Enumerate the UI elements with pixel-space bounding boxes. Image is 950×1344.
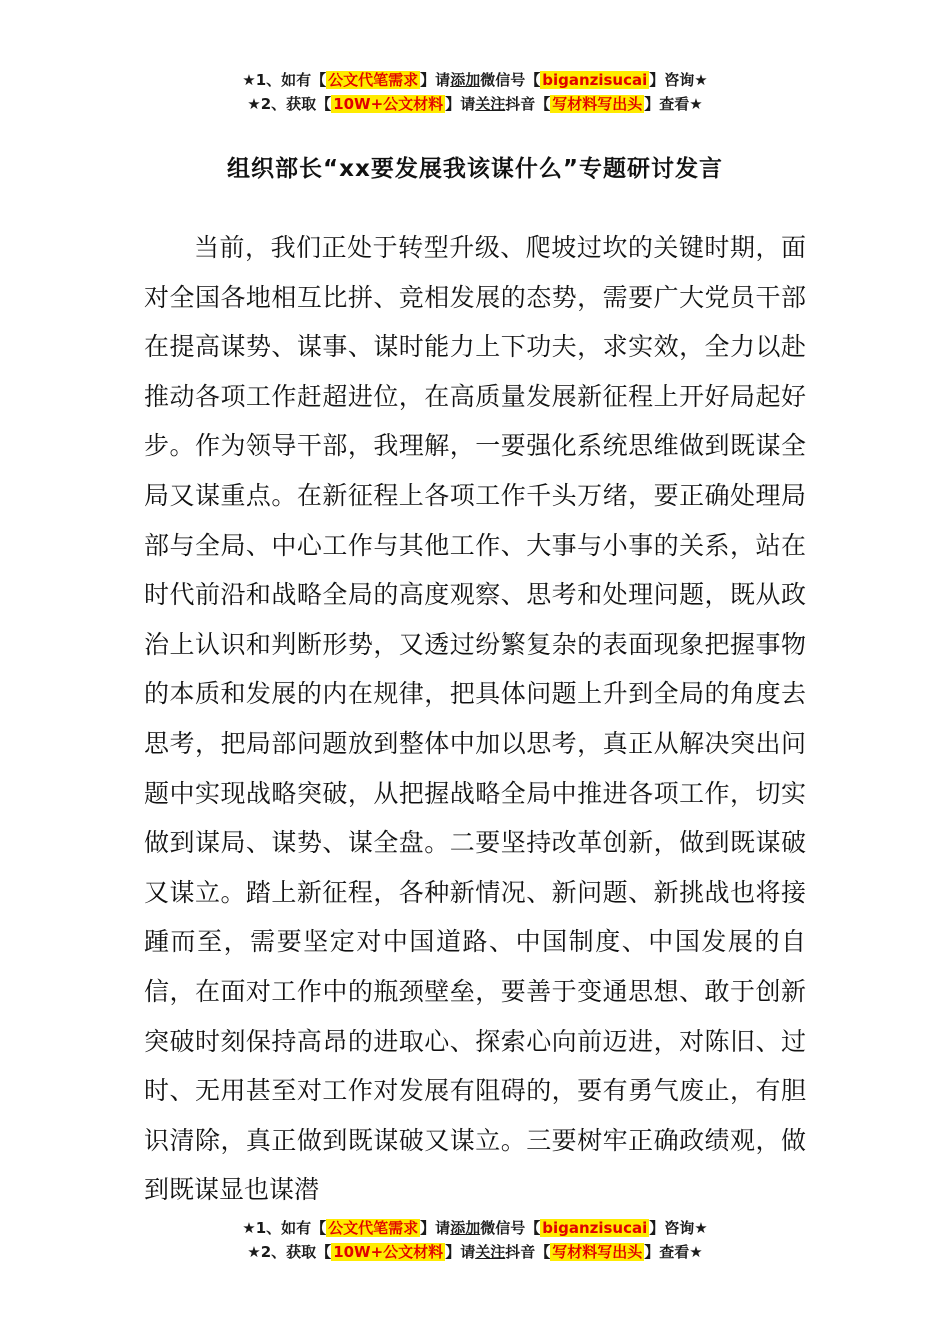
promo-text: 抖音【	[505, 95, 551, 113]
body-paragraph: 当前，我们正处于转型升级、爬坡过坎的关键时期，面对全国各地相互比拼、竞相发展的态势，需要广大党员干部在提高谋势、谋事、谋时能力上下功夫，求实效，全力以赴推动各项工作赶超进位，在高质量发展新征程上开好局起好步。作为领导干部，我理解，一要强化系统思维做到既谋全局又谋重点。在新征程上各项工作千头万绪，要正确处理局部与全局、中心工作与其他工作、大事与小事的关系，站在时代前沿和战略全局的高度观察、思考和处理问题，既从政治上认识和判断形势，又透过纷繁复杂的表面现象把握事物的本质和发展的内在规律，把具体问题上升到全局的角度去思考，把局部问题放到整体中加以思考，真正从解决突出问题中实现战略突破，从把握战略全局中推进各项工作，切实做到谋局、谋势、谋全盘。二要坚持改革创新，做到既谋破又谋立。踏上新征程，各种新情况、新问题、新挑战也将接踵而至，需要坚定对中国道路、中国制度、中国发展的自信，在面对工作中的瓶颈壁垒，要善于变通思想、敢于创新突破时刻保持高昂的进取心、探索心向前迈进，对陈旧、过时、无用甚至对工作对发展有阻碍的，要有勇气废止，有胆识清除，真正做到既谋破又谋立。三要树牢正确政绩观，做到既谋显也谋潜	[144, 233, 806, 1205]
promo-text: ★2、获取【	[247, 1243, 332, 1261]
promo-text: 】请	[420, 1219, 451, 1237]
promo-text: 微信号【	[480, 71, 541, 89]
promo-highlight-douyin-id: 写材料写出头	[552, 1243, 643, 1261]
promo-text: ★2、获取【	[247, 95, 332, 113]
promo-highlight: 公文代笔需求	[328, 71, 419, 89]
promo-line-2	[0, 92, 950, 116]
promo-emphasis: 添加	[450, 1219, 481, 1237]
promo-emphasis: 添加	[450, 71, 481, 89]
promo-highlight: 公文代笔需求	[328, 1219, 419, 1237]
top-promo-banner	[0, 68, 950, 116]
promo-highlight: 10W+公文材料	[333, 95, 444, 113]
bottom-promo-banner	[0, 1216, 950, 1264]
promo-text: 】请	[445, 95, 476, 113]
promo-highlight: 10W+公文材料	[333, 1243, 444, 1261]
promo-text: 】查看★	[644, 1243, 703, 1261]
promo-text: ★1、如有【	[242, 1219, 327, 1237]
promo-text: 微信号【	[480, 1219, 541, 1237]
promo-text: 】查看★	[644, 95, 703, 113]
promo-highlight-douyin-id: 写材料写出头	[552, 95, 643, 113]
promo-highlight-wechat-id: biganzisucai	[542, 1219, 648, 1237]
promo-line-2	[0, 1240, 950, 1264]
promo-text: 抖音【	[505, 1243, 551, 1261]
promo-text: ★1、如有【	[242, 71, 327, 89]
promo-emphasis: 关注	[475, 1243, 506, 1261]
promo-text: 】请	[420, 71, 451, 89]
promo-highlight-wechat-id: biganzisucai	[542, 71, 648, 89]
promo-line-1	[0, 1216, 950, 1240]
document-title: 组织部长“xx要发展我该谋什么”专题研讨发言	[227, 156, 723, 182]
promo-text: 】咨询★	[649, 1219, 708, 1237]
promo-line-1	[0, 68, 950, 92]
promo-text: 】请	[445, 1243, 476, 1261]
promo-text: 】咨询★	[649, 71, 708, 89]
promo-emphasis: 关注	[475, 95, 506, 113]
